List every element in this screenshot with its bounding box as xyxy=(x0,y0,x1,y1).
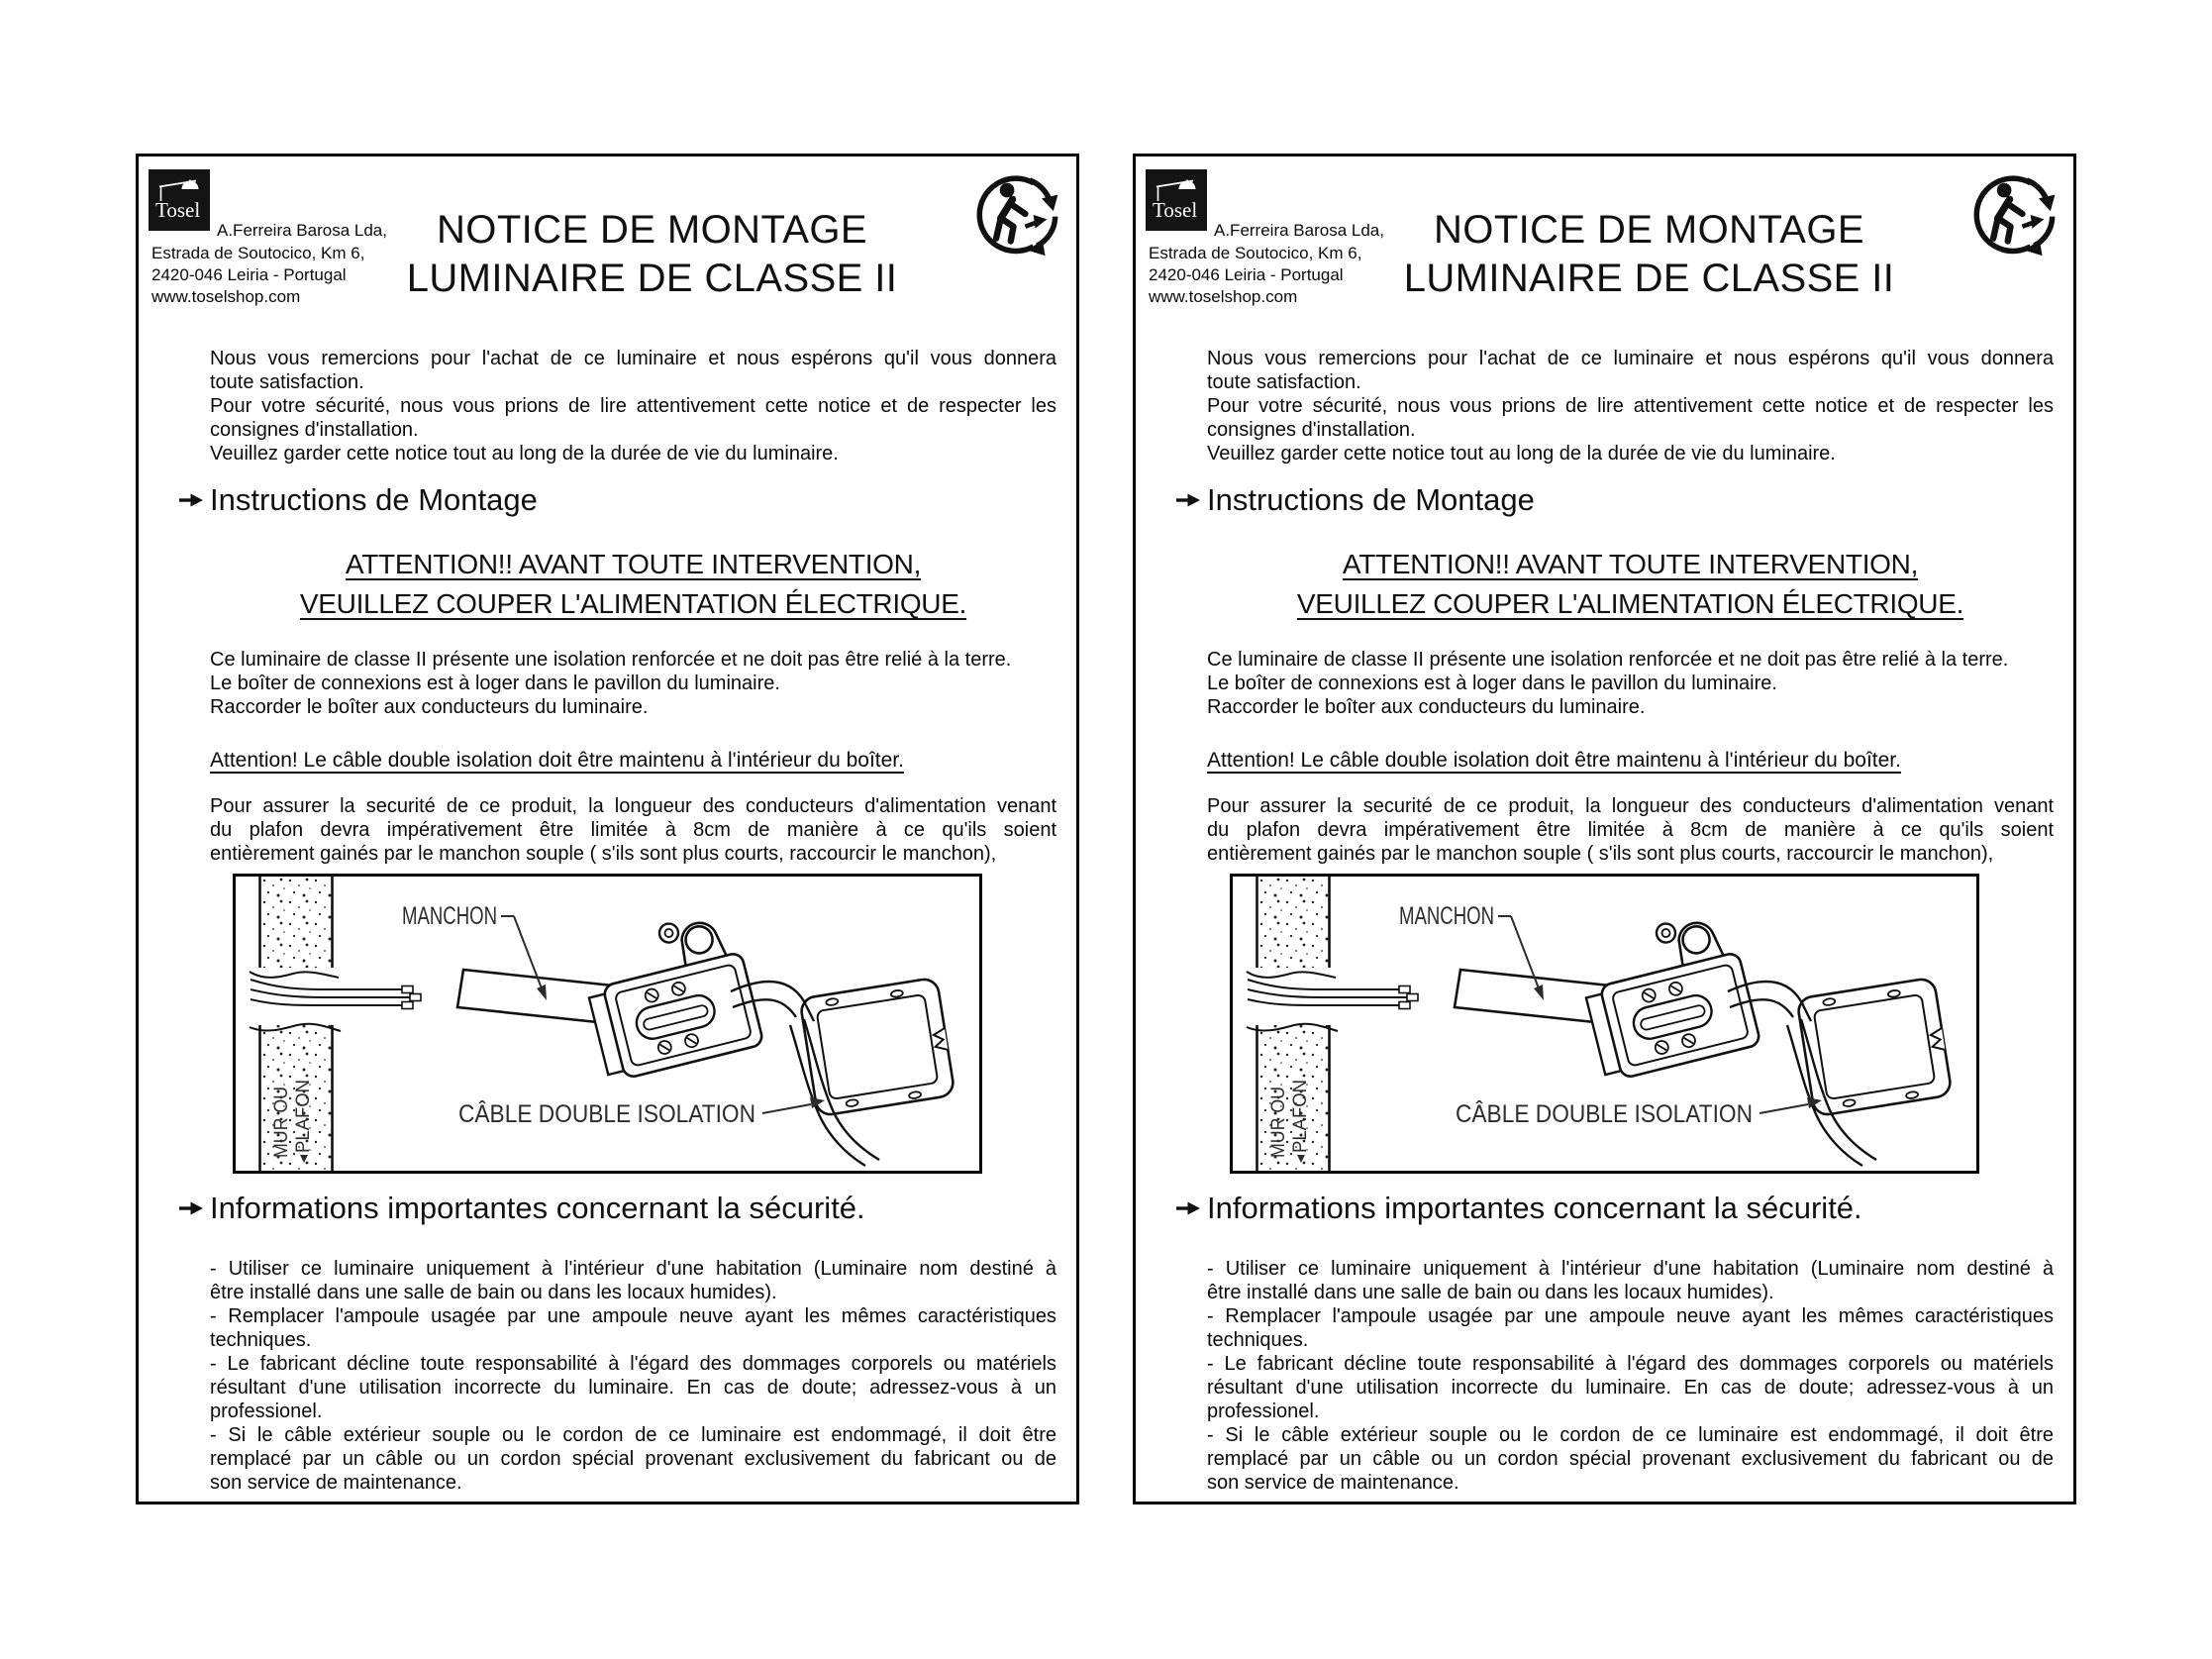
text-line: Pour assurer la securité de ce produit, la longueur des conducteurs d'alimentation venant xyxy=(1207,795,2054,817)
class2-paragraph xyxy=(210,648,1056,719)
text-line: résultant d'une utilisation incorrecte du luminaire. En cas de doute; adressez-vous à un xyxy=(210,1377,1056,1399)
intro-paragraph xyxy=(210,347,1056,394)
warning-line-2: VEUILLEZ COUPER L'ALIMENTATION ÉLECTRIQUE. xyxy=(299,588,967,619)
intro-paragraph xyxy=(1207,394,2054,442)
text-line: - Remplacer l'ampoule usagée par une ampoule neuve ayant les mêmes caractéristiques xyxy=(1207,1305,2054,1327)
text-line: professionel. xyxy=(210,1400,323,1422)
text-line: du plafon devra impérativement être limitée à 8cm de manière à ce qu'ils soient xyxy=(210,819,1056,841)
text-line: techniques. xyxy=(1207,1329,1309,1351)
conductor-length-paragraph xyxy=(1207,794,2054,866)
safety-item xyxy=(210,1257,1056,1304)
sleeve-label: MANCHON xyxy=(1399,902,1494,930)
cable-note-text: Attention! Le câble double isolation doit être maintenu à l'intérieur du boîter. xyxy=(1207,749,1901,772)
company-address-line: Estrada de Soutocico, Km 6, xyxy=(151,244,365,262)
arrow-bullet-icon xyxy=(1175,490,1201,510)
installation-diagram xyxy=(233,874,982,1174)
document-title xyxy=(1373,206,1925,303)
text-line: - Utiliser ce luminaire uniquement à l'intérieur d'une habitation (Luminaire nom destiné à xyxy=(1207,1258,2054,1280)
company-address-line: 2420-046 Leiria - Portugal xyxy=(151,265,347,284)
text-line: du plafon devra impérativement être limitée à 8cm de manière à ce qu'ils soient xyxy=(1207,819,2054,841)
text-line: remplacé par un câble ou un cordon spécial provenant exclusivement du fabricant ou de xyxy=(1207,1448,2054,1470)
intro-paragraph xyxy=(1207,442,2054,466)
wall-label-line-2: PLAFON xyxy=(293,1077,314,1153)
document-title xyxy=(376,206,928,303)
section-heading-text: Instructions de Montage xyxy=(1207,482,1535,517)
cable-note xyxy=(1207,749,2054,773)
installation-diagram xyxy=(1230,874,1979,1174)
text-line: - Le fabricant décline toute responsabilité à l'égard des dommages corporels ou matériels xyxy=(1207,1353,2054,1375)
text-line: toute satisfaction. xyxy=(1207,371,1361,393)
title-line-2: LUMINAIRE DE CLASSE II xyxy=(406,257,898,300)
company-address-line: Estrada de Soutocico, Km 6, xyxy=(1149,244,1362,262)
text-line: Ce luminaire de classe II présente une isolation renforcée et ne doit pas être relié à la terre. xyxy=(1207,649,2009,671)
company-website: www.toselshop.com xyxy=(1149,287,1298,306)
text-line: Ce luminaire de classe II présente une isolation renforcée et ne doit pas être relié à la terre. xyxy=(210,649,1012,671)
right-page-slot xyxy=(1133,154,2076,1504)
class2-paragraph xyxy=(1207,648,2054,719)
cable-label: CÂBLE DOUBLE ISOLATION xyxy=(458,1100,786,1128)
warning-line-1: ATTENTION!! AVANT TOUTE INTERVENTION, xyxy=(1342,549,1919,579)
text-line: Raccorder le boîter aux conducteurs du luminaire. xyxy=(210,696,649,718)
safety-list xyxy=(210,1257,1056,1495)
logo-wordmark: Tosel xyxy=(155,198,201,222)
tosel-logo xyxy=(1146,169,1207,231)
section-heading-montage xyxy=(1207,481,2054,519)
text-line: son service de maintenance. xyxy=(210,1472,462,1494)
title-line-1: NOTICE DE MONTAGE xyxy=(437,208,867,252)
page-header xyxy=(139,156,1076,347)
title-line-1: NOTICE DE MONTAGE xyxy=(1434,208,1864,252)
text-line: Pour votre sécurité, nous vous prions de lire attentivement cette notice et de respecter les xyxy=(1207,395,2054,417)
sleeve-label: MANCHON xyxy=(402,902,497,930)
section-heading-text: Informations importantes concernant la sécurité. xyxy=(210,1191,865,1225)
text-line: Raccorder le boîter aux conducteurs du luminaire. xyxy=(1207,696,1646,718)
conductor-length-paragraph xyxy=(210,794,1056,866)
company-address xyxy=(1149,243,1361,308)
text-line: Veuillez garder cette notice tout au long de la durée de vie du luminaire. xyxy=(1207,443,1836,465)
cable-note xyxy=(210,749,1056,773)
arrow-bullet-icon xyxy=(178,490,204,510)
text-line: être installé dans une salle de bain ou dans les locaux humides). xyxy=(210,1282,777,1303)
warning-line-1: ATTENTION!! AVANT TOUTE INTERVENTION, xyxy=(345,549,922,579)
wall-label xyxy=(1268,1077,1311,1163)
wall-label-line-1: MUR OU xyxy=(271,1081,292,1158)
text-line: résultant d'une utilisation incorrecte du luminaire. En cas de doute; adressez-vous à un xyxy=(1207,1377,2054,1399)
text-line: son service de maintenance. xyxy=(1207,1472,1459,1494)
installation-diagram-drawing xyxy=(236,877,979,1171)
section-heading-montage xyxy=(210,481,1056,519)
tosel-logo xyxy=(149,169,210,231)
text-line: Le boîter de connexions est à loger dans le pavillon du luminaire. xyxy=(210,673,780,694)
text-line: Pour votre sécurité, nous vous prions de lire attentivement cette notice et de respecter les xyxy=(210,395,1056,417)
warning-block xyxy=(1207,545,2054,624)
text-line: entièrement gainés par le manchon souple ( s'ils sont plus courts, raccourcir le manchon), xyxy=(1207,843,1994,865)
section-heading-safety xyxy=(210,1190,1056,1227)
company-website: www.toselshop.com xyxy=(151,287,301,306)
text-line: - Utiliser ce luminaire uniquement à l'intérieur d'une habitation (Luminaire nom destiné à xyxy=(210,1258,1056,1280)
installation-diagram-drawing xyxy=(1233,877,1976,1171)
left-page-slot xyxy=(136,154,1079,1504)
text-line: toute satisfaction. xyxy=(210,371,364,393)
section-heading-safety xyxy=(1207,1190,2054,1227)
intro-paragraph xyxy=(210,394,1056,442)
logo-wordmark: Tosel xyxy=(1153,198,1198,222)
connection-box-drawing xyxy=(576,908,763,1083)
text-line: Nous vous remercions pour l'achat de ce luminaire et nous espérons qu'il vous donnera xyxy=(1207,348,2054,369)
notice-page xyxy=(1133,154,2076,1504)
page-body xyxy=(139,347,1076,1495)
wall-label-line-1: MUR OU xyxy=(1268,1081,1289,1158)
safety-item xyxy=(210,1352,1056,1423)
mounting-plate-drawing xyxy=(1796,978,1952,1116)
triman-recycling-icon xyxy=(1970,169,2061,257)
text-line: professionel. xyxy=(1207,1400,1320,1422)
safety-item xyxy=(1207,1257,2054,1304)
intro-paragraph xyxy=(210,442,1056,466)
text-line: - Le fabricant décline toute responsabilité à l'égard des dommages corporels ou matériels xyxy=(210,1353,1056,1375)
cable-label: CÂBLE DOUBLE ISOLATION xyxy=(1456,1100,1783,1128)
wall-label xyxy=(271,1077,314,1163)
arrow-bullet-icon xyxy=(1175,1198,1201,1218)
text-line: techniques. xyxy=(210,1329,312,1351)
safety-item xyxy=(1207,1423,2054,1495)
text-line: être installé dans une salle de bain ou dans les locaux humides). xyxy=(1207,1282,1774,1303)
warning-line-2: VEUILLEZ COUPER L'ALIMENTATION ÉLECTRIQUE. xyxy=(1296,588,1964,619)
connection-box-drawing xyxy=(1573,908,1760,1083)
company-name: A.Ferreira Barosa Lda, xyxy=(1214,221,1384,240)
company-address xyxy=(151,243,364,308)
notice-page xyxy=(136,154,1079,1504)
text-line: consignes d'installation. xyxy=(210,419,419,441)
text-line: - Remplacer l'ampoule usagée par une ampoule neuve ayant les mêmes caractéristiques xyxy=(210,1305,1056,1327)
cable-note-text: Attention! Le câble double isolation doit être maintenu à l'intérieur du boîter. xyxy=(210,749,904,772)
text-line: remplacé par un câble ou un cordon spécial provenant exclusivement du fabricant ou de xyxy=(210,1448,1056,1470)
text-line: - Si le câble extérieur souple ou le cordon de ce luminaire est endommagé, il doit être xyxy=(1207,1424,2054,1446)
text-line: entièrement gainés par le manchon souple ( s'ils sont plus courts, raccourcir le manchon), xyxy=(210,843,997,865)
triman-recycling-icon xyxy=(973,169,1064,257)
safety-item xyxy=(210,1423,1056,1495)
title-line-2: LUMINAIRE DE CLASSE II xyxy=(1403,257,1895,300)
text-line: Le boîter de connexions est à loger dans le pavillon du luminaire. xyxy=(1207,673,1777,694)
safety-item xyxy=(1207,1304,2054,1352)
page-header xyxy=(1136,156,2073,347)
text-line: - Si le câble extérieur souple ou le cordon de ce luminaire est endommagé, il doit être xyxy=(210,1424,1056,1446)
page-body xyxy=(1136,347,2073,1495)
company-address-line: 2420-046 Leiria - Portugal xyxy=(1149,265,1344,284)
section-heading-text: Instructions de Montage xyxy=(210,482,538,517)
safety-item xyxy=(210,1304,1056,1352)
mounting-plate-drawing xyxy=(799,978,955,1116)
safety-item xyxy=(1207,1352,2054,1423)
arrow-bullet-icon xyxy=(178,1198,204,1218)
text-line: Veuillez garder cette notice tout au long de la durée de vie du luminaire. xyxy=(210,443,839,465)
section-heading-text: Informations importantes concernant la sécurité. xyxy=(1207,1191,1862,1225)
warning-block xyxy=(210,545,1056,624)
wall-label-line-2: PLAFON xyxy=(1290,1077,1311,1153)
text-line: Pour assurer la securité de ce produit, la longueur des conducteurs d'alimentation venant xyxy=(210,795,1056,817)
text-line: consignes d'installation. xyxy=(1207,419,1416,441)
company-name: A.Ferreira Barosa Lda, xyxy=(217,221,387,240)
intro-paragraph xyxy=(1207,347,2054,394)
text-line: Nous vous remercions pour l'achat de ce luminaire et nous espérons qu'il vous donnera xyxy=(210,348,1056,369)
safety-list xyxy=(1207,1257,2054,1495)
